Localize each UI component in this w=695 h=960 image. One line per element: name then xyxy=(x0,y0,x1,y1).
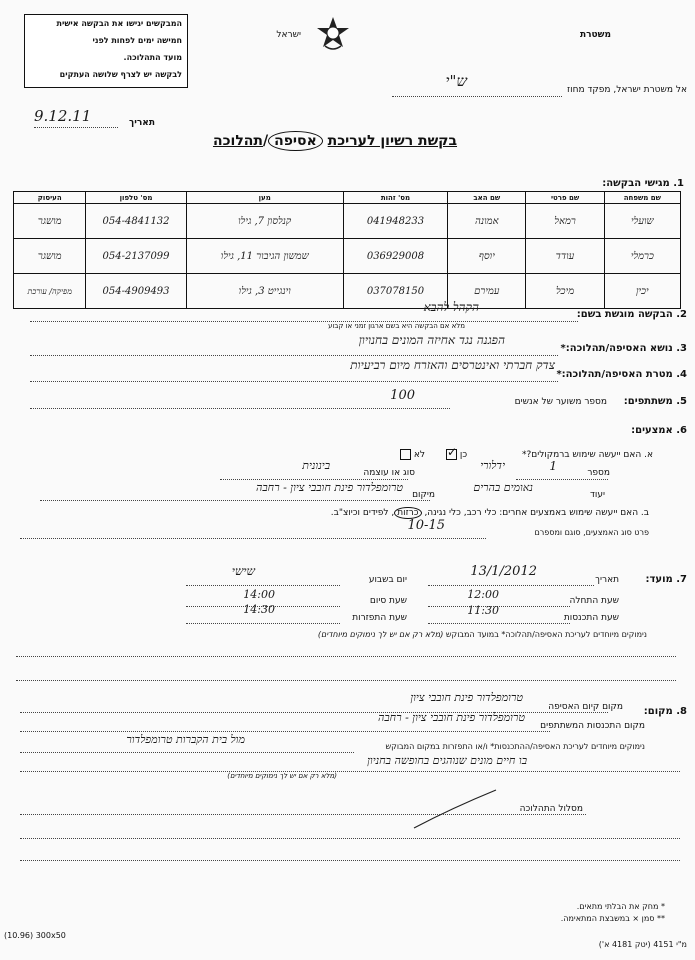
col-header: מען xyxy=(186,192,343,204)
cell: כרמלי xyxy=(604,239,680,274)
no-checkbox-group[interactable] xyxy=(400,449,425,460)
footer-note-1: * מחק את הבלתי מתאים. xyxy=(576,902,665,911)
section5-label: 5. משתתפים: xyxy=(623,396,687,407)
section2-line xyxy=(30,321,578,322)
table-row xyxy=(14,274,681,309)
reasons8-line-1 xyxy=(20,752,354,753)
date7-label: תאריך xyxy=(595,575,619,585)
type-line xyxy=(220,479,408,480)
cell: יוסף xyxy=(448,239,526,274)
detail-value: 10-15 xyxy=(407,518,445,533)
number-line xyxy=(516,479,608,480)
israel-label: ישראל xyxy=(276,30,301,40)
reasons7-note: (מלא רק אם יש לך נימוקים מיוחדים) xyxy=(317,630,444,639)
section4-line xyxy=(30,381,558,382)
yes-checkbox-group[interactable] xyxy=(446,445,468,460)
cell: יכין xyxy=(604,274,680,309)
no-label: לא xyxy=(413,450,426,460)
date7-value: 13/1/2012 xyxy=(470,564,537,579)
cell: עודד xyxy=(526,239,604,274)
section3-line xyxy=(30,355,558,356)
place-label: מיקום xyxy=(412,490,435,500)
route-strike-mark xyxy=(412,788,498,830)
table-header-row xyxy=(14,192,681,204)
cell: מושגר xyxy=(14,204,86,239)
police-label: משטרת xyxy=(579,30,611,40)
footer-form-code: מ"י 4151 (יטק 4181 א') xyxy=(598,940,687,949)
reasons8-line-2 xyxy=(20,771,680,772)
footer-note-2: ** סמן × במשבצת המתאימה. xyxy=(560,914,665,923)
reasons8-value: מול בית הקברות טרומפלדור xyxy=(126,733,245,746)
disperse-value: 14:30 xyxy=(243,603,275,616)
detail-line xyxy=(20,538,486,539)
cell: וינגייט 3, גילו xyxy=(186,274,343,309)
detail-label: פרט סוג האמצעים, סוגם ומספרם xyxy=(534,528,649,537)
date-line xyxy=(34,127,118,128)
footer-print-code: (10.96) 300x50 xyxy=(4,931,66,940)
cell: רמאל xyxy=(526,204,604,239)
notice-line: המבקשים יגישו את הבקשה אישית xyxy=(56,19,182,28)
type-value: בינונית xyxy=(302,459,330,472)
title-circled: אסיפה xyxy=(268,131,323,151)
reasons8-label: נימוקים מיוחדים לעריכת האסיפה/ההתכנסות* ו/או התפזרות במקום המבוקש xyxy=(385,742,645,751)
col-header: שם משפחה xyxy=(604,192,680,204)
route-label: מסלול התהלוכה xyxy=(519,804,583,814)
date7-line xyxy=(428,585,594,586)
section5-sub: מספר משוער של אנשים xyxy=(514,397,607,407)
gather-label: שעת התכנסות xyxy=(563,613,619,623)
form-title: בקשת רשיון לעריכת אסיפה/תהלוכה xyxy=(212,133,458,149)
route-line-1 xyxy=(20,814,586,815)
section7-reasons xyxy=(318,630,647,639)
end-label: שעת סיום xyxy=(369,596,407,606)
cell: שמשון הגיבור 11, גילו xyxy=(186,239,343,274)
place-line xyxy=(40,500,430,501)
start-label: שעת התחלה xyxy=(569,596,619,606)
cell: קנלסון 7, גילו xyxy=(186,204,343,239)
date-label: תאריך xyxy=(129,118,155,128)
date-value: 9.12.11 xyxy=(34,107,92,125)
section6-a-label: א. האם ייעשה שימוש ברמקולים?* xyxy=(521,450,653,460)
place8-label: מקום קיום האסיפה xyxy=(548,702,623,712)
type-label: סוג או עוצמה xyxy=(363,468,415,478)
gather8-label: מקום התכנסות המשתתפים xyxy=(540,721,645,731)
purpose-label: יעוד xyxy=(589,490,605,500)
section4-label: 4. מטרת האסיפה/תהלוכה:* xyxy=(556,369,687,380)
weekday-line xyxy=(186,585,340,586)
section3-value: הפגנה נגד אחיזה המונים בחנויון xyxy=(358,333,505,347)
section5-line xyxy=(30,408,450,409)
cell: עמירם xyxy=(448,274,526,309)
section6-b-line: ב. האם ייעשה שימוש באמצעים אחרים: כלי רכב, כלי נגינה, כרזות, לפידים וכיוצ"ב. xyxy=(330,508,649,518)
place8-value: טרומפלדור פינת חובבי ציון xyxy=(410,691,523,704)
section1-heading: 1. מגישי הבקשה: xyxy=(602,178,684,189)
district-line xyxy=(392,96,562,97)
table-row xyxy=(14,239,681,274)
reasons8-note: (מלא רק אם יש לך נימוקים מיוחדים) xyxy=(227,772,337,780)
cell: 037078150 xyxy=(343,274,447,309)
cell: שועלי xyxy=(604,204,680,239)
cell: 054-2137099 xyxy=(86,239,186,274)
cell: 036929008 xyxy=(343,239,447,274)
gather8-line xyxy=(20,731,550,732)
cell: מפיקה/ עורכת xyxy=(14,274,86,309)
start-value: 12:00 xyxy=(467,588,499,601)
title-prefix: בקשת רשיון לעריכת xyxy=(327,133,458,149)
col-header: מס' טלפון xyxy=(86,192,186,204)
reasons7-label: נימוקים מיוחדים לעריכת האסיפה/תהלוכה* במועד המבוקש xyxy=(445,630,647,639)
section5-value: 100 xyxy=(390,388,415,403)
gather-value: 11:30 xyxy=(467,604,499,617)
b-circled: כרזות xyxy=(394,507,421,519)
notice-line: חמישה ימים לפחות לפני xyxy=(92,36,182,45)
section7-label: 7. מועד: xyxy=(645,574,687,585)
disperse-label: שעת התפזרות xyxy=(352,613,407,623)
section8-label: 8. מקום: xyxy=(643,706,687,717)
section2-label: 2. הבקשה מוגשת בשם: xyxy=(576,309,687,320)
cell: 041948233 xyxy=(343,204,447,239)
to-district-label: אל משטרת ישראל, מפקד מחוז xyxy=(567,85,687,95)
district-value: ש"י xyxy=(445,72,467,90)
reasons7-line-2 xyxy=(16,680,676,681)
section2-note: מלא אם הבקשה היא בשם ארגון זמני או קבוע xyxy=(328,322,465,330)
yes-label: כן xyxy=(459,450,468,460)
type-prefix: ידלורי xyxy=(480,459,505,472)
gather-line xyxy=(428,623,570,624)
notice-line: מועד התהלוכה. xyxy=(123,53,182,62)
table-row xyxy=(14,204,681,239)
route-line-3 xyxy=(20,860,680,861)
b-label: ב. האם ייעשה שימוש באמצעים אחרים: כלי רכב, כלי נגינה, xyxy=(424,508,649,518)
b-suffix: לפידים וכיוצ"ב. xyxy=(330,508,389,518)
no-checkbox[interactable] xyxy=(400,449,411,460)
cell: מושגר xyxy=(14,239,86,274)
notice-line: לבקשה יש לצרף שלושה העתקים xyxy=(59,70,182,79)
route-line-2 xyxy=(20,838,680,839)
col-header: מס' זהות xyxy=(343,192,447,204)
cell: 054-4841132 xyxy=(86,204,186,239)
section2-value: הקהל להבא xyxy=(423,300,479,314)
cell: מיכל xyxy=(526,274,604,309)
disperse-line xyxy=(186,623,340,624)
number-label: מספר xyxy=(587,468,610,478)
police-emblem-icon xyxy=(315,16,351,52)
gather8-value: טרומפלדור פינת חובבי ציון - רחבה xyxy=(377,711,525,724)
end-value: 14:00 xyxy=(243,588,275,601)
reasons8-value2: בו חיים מונים שנוהגים בחופשה בחניון xyxy=(367,754,527,767)
section6-label: 6. אמצעים: xyxy=(631,425,687,436)
col-header: העיסוק xyxy=(14,192,86,204)
section3-label: 3. נושא האסיפה/תהלוכה:* xyxy=(560,343,687,354)
number-value: 1 xyxy=(549,459,557,473)
yes-checkbox[interactable]: ✓ xyxy=(447,445,458,459)
notice-box xyxy=(24,14,188,88)
weekday-value: שישי xyxy=(231,564,255,578)
reasons7-line-1 xyxy=(16,656,676,657)
section4-value: צדק חברתי ואינטרסים והאזרח מיום רביעיות xyxy=(350,358,555,372)
col-header: שם פרטי xyxy=(526,192,604,204)
purpose-value: נאומים בהרים xyxy=(473,481,533,494)
start-line xyxy=(428,606,570,607)
cell: אמונה xyxy=(448,204,526,239)
title-suffix: תהלוכה xyxy=(212,133,263,149)
col-header: שם האב xyxy=(448,192,526,204)
weekday-label: יום בשבוע xyxy=(368,575,407,585)
place-value: טרומפלדור פינת חובבי ציון - רחבה xyxy=(255,481,403,494)
requesters-table xyxy=(13,191,681,309)
cell: 054-4909493 xyxy=(86,274,186,309)
